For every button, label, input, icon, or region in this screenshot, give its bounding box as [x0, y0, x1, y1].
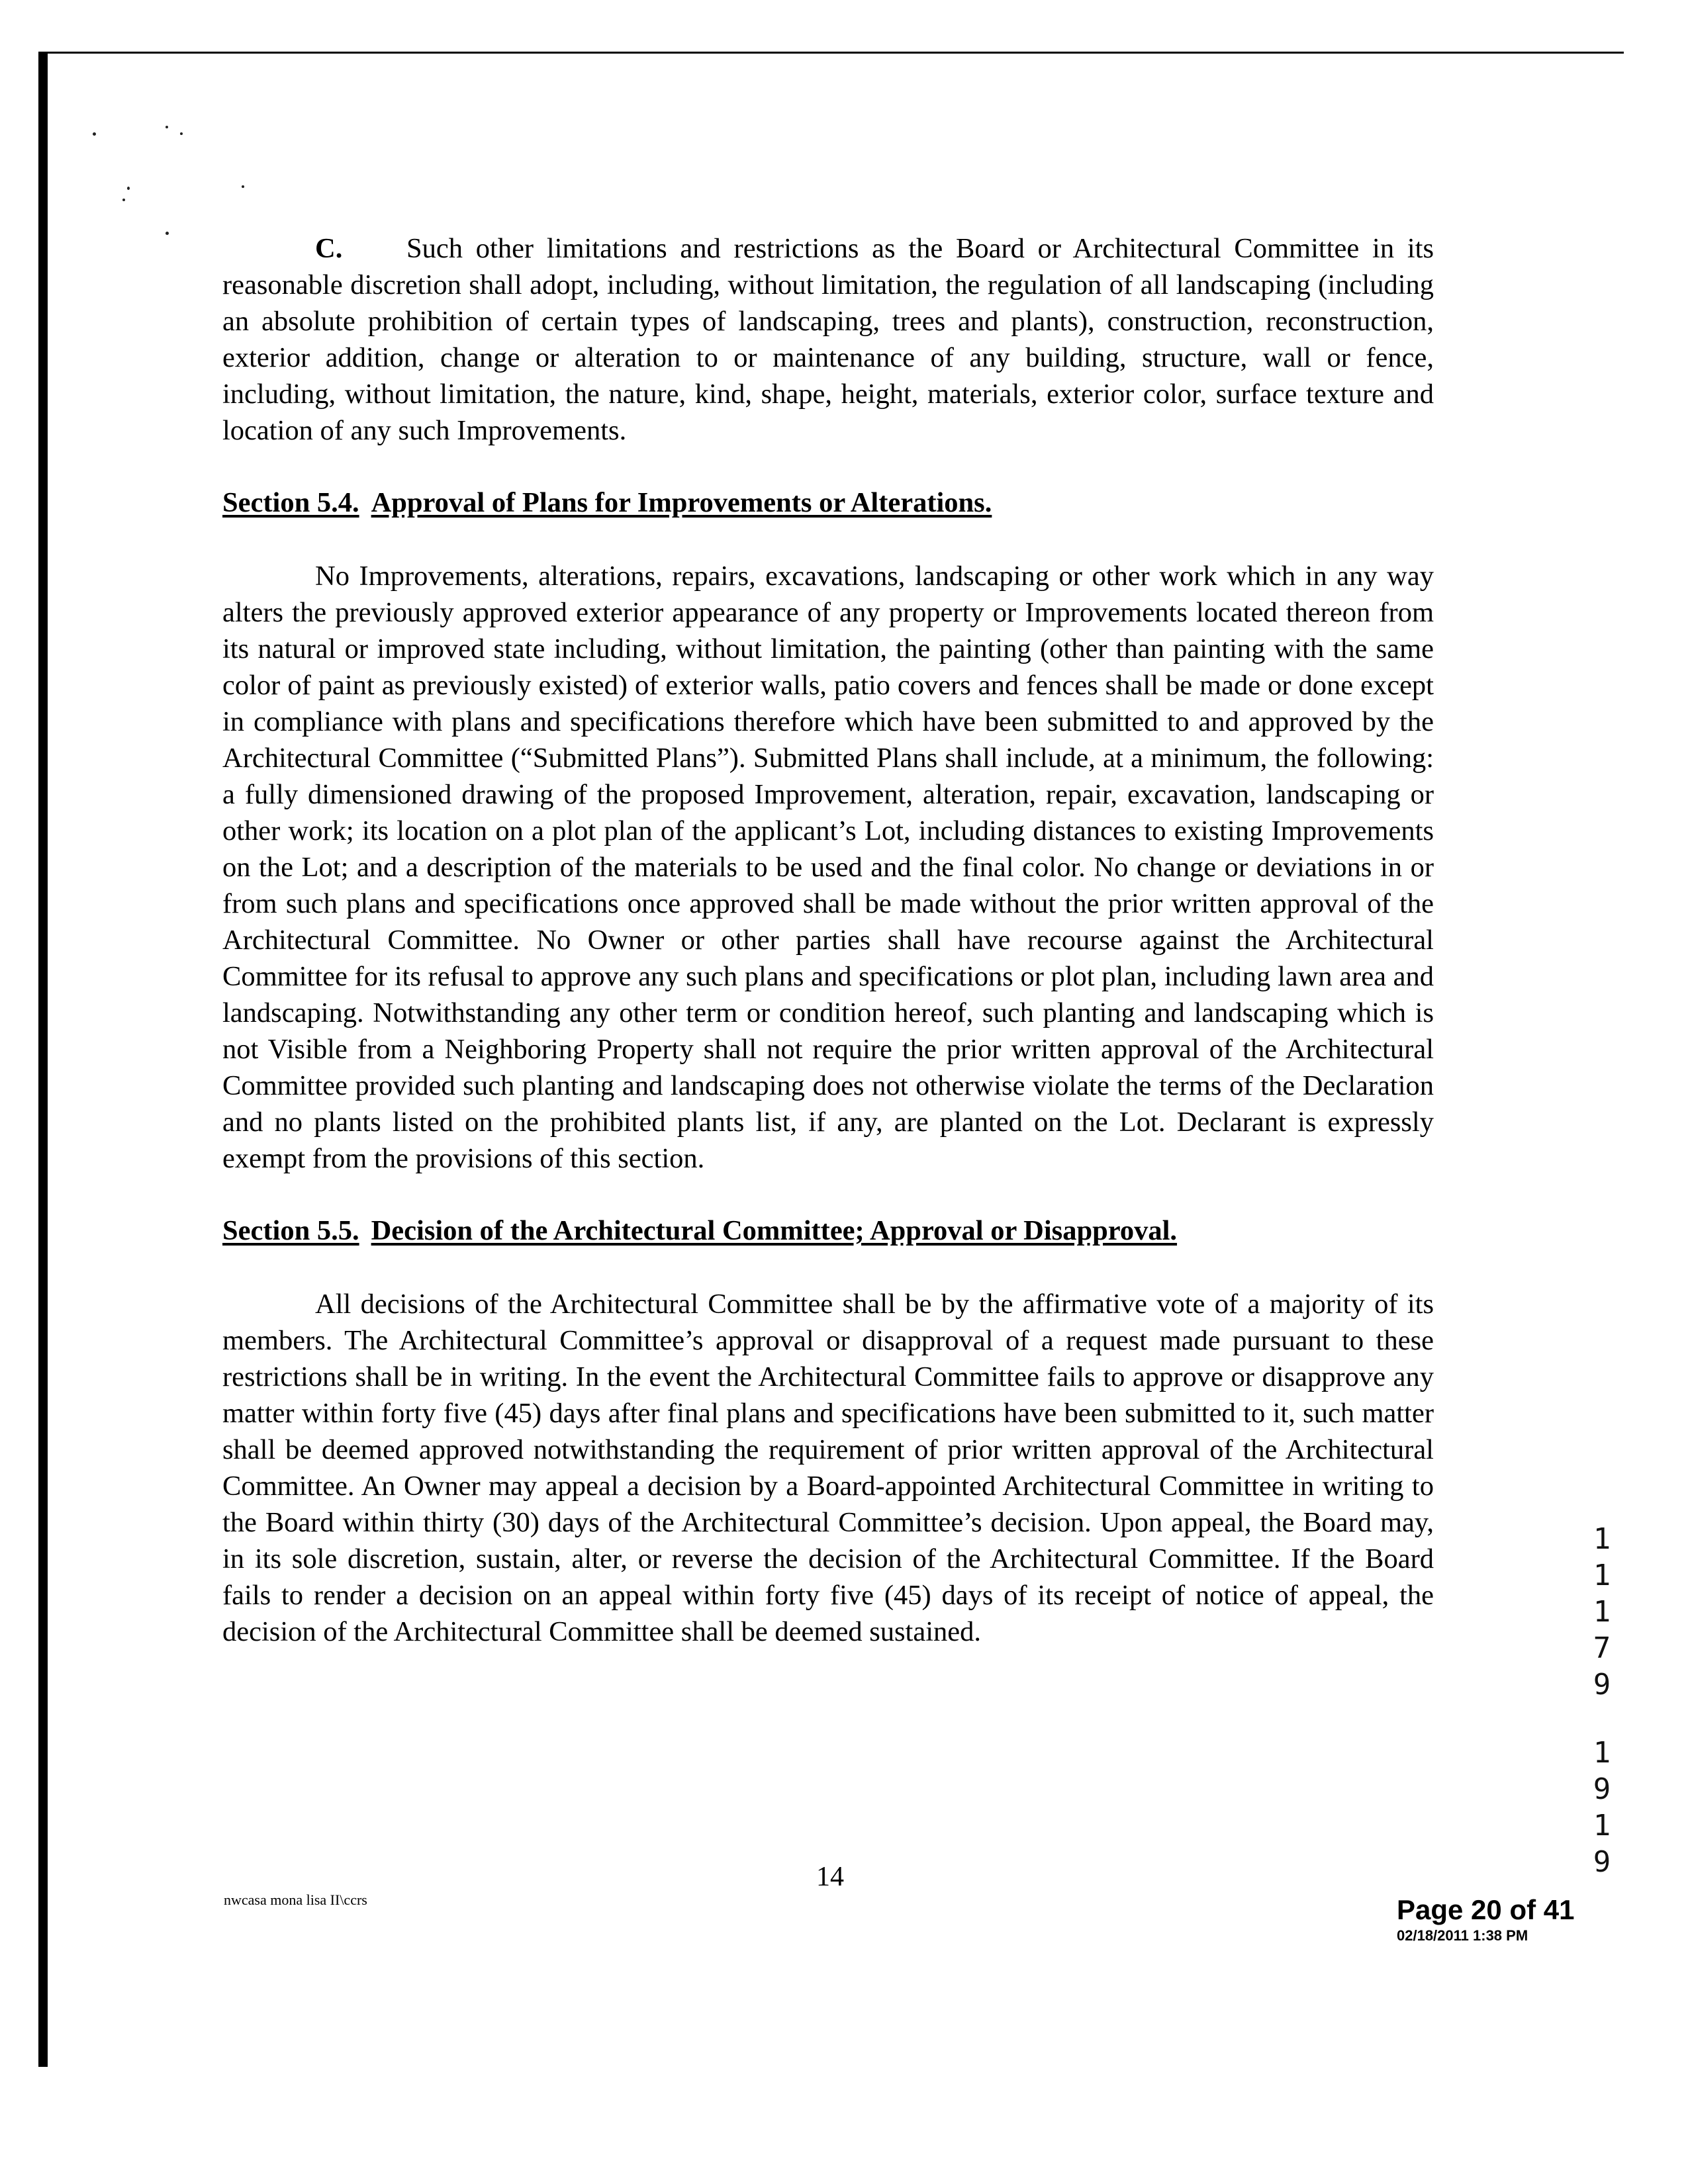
scan-speck	[122, 199, 125, 201]
recording-digit: 1	[1593, 1559, 1611, 1592]
section-5-5-title: Decision of the Architectural Committee; Approval or Disapproval.	[371, 1215, 1178, 1246]
section-5-4-title: Approval of Plans for Improvements or Alterations.	[371, 487, 992, 518]
recording-digit: 9	[1593, 1845, 1611, 1879]
section-5-5-number: Section 5.5.	[222, 1215, 359, 1246]
scan-speck	[242, 185, 244, 188]
scan-speck	[93, 132, 96, 136]
recording-digit: 7	[1593, 1631, 1611, 1665]
item-c-paragraph	[222, 230, 1434, 449]
recording-digit: 1	[1593, 1595, 1611, 1629]
scan-speck	[127, 187, 130, 190]
recording-number	[1587, 1521, 1617, 1880]
recording-gap	[1587, 1703, 1617, 1735]
scan-speck	[180, 132, 183, 135]
section-5-5-heading	[222, 1212, 1434, 1249]
section-5-5-paragraph: All decisions of the Architectural Committee shall be by the affirmative vote of a majority of its members. The Architectural Committee’s approval or disapproval of a request made pursuant to these restrictions shall be in writing. In the event the Architectural Committee fails to approve or disapprove any matter within forty five (45) days after final plans and specifications have been submitted to it, such matter shall be deemed approved notwithstanding the requirement of prior written approval of the Architectural Committee. An Owner may appeal a decision by a Board-appointed Architectural Committee in writing to the Board within thirty (30) days of the Architectural Committee’s decision. Upon appeal, the Board may, in its sole discretion, sustain, alter, or reverse the decision of the Architectural Committee. If the Board fails to render a decision on an appeal within forty five (45) days of its receipt of notice of appeal, the decision of the Architectural Committee shall be deemed sustained.	[222, 1289, 1434, 1647]
recording-digit: 9	[1593, 1772, 1611, 1806]
scan-speck	[165, 126, 168, 128]
document-body	[222, 230, 1434, 1650]
recorder-datetime: 02/18/2011 1:38 PM	[1397, 1927, 1528, 1944]
recorder-page-count: Page 20 of 41	[1397, 1894, 1575, 1925]
scan-speck	[165, 232, 169, 235]
recording-digit: 1	[1593, 1522, 1611, 1556]
recording-digit: 9	[1593, 1668, 1611, 1702]
section-5-4-paragraph: No Improvements, alterations, repairs, excavations, landscaping or other work which in any way alters the previously approved exterior appearance of any property or Improvements located thereon from its natural or improved state including, without limitation, the painting (other than painting with the same color of paint as previously existed) of exterior walls, patio covers and fences shall be made or done except in compliance with plans and specifications therefore which have been submitted to and approved by the Architectural Committee (“Submitted Plans”). Submitted Plans shall include, at a minimum, the following: a fully dimensioned drawing of the proposed Improvement, alteration, repair, excavation, landscaping or other work; its location on a plot plan of the applicant’s Lot, including distances to existing Improvements on the Lot; and a description of the materials to be used and the final color. No change or deviations in or from such plans and specifications once approved shall be made without the prior written approval of the Architectural Committee. No Owner or other parties shall have recourse against the Architectural Committee for its refusal to approve any such plans and specifications or plot plan, including lawn area and landscaping. Notwithstanding any other term or condition hereof, such planting and landscaping which is not Visible from a Neighboring Property shall not require the prior written approval of the Architectural Committee provided such planting and landscaping does not otherwise violate the terms of the Declaration and no plants listed on the prohibited plants list, if any, are planted on the Lot. Declarant is expressly exempt from the provisions of this section.	[222, 561, 1434, 1174]
page-number: 14	[816, 1862, 844, 1892]
section-5-4-heading	[222, 484, 1434, 521]
footer-file-path: nwcasa mona lisa II\ccrs	[224, 1891, 367, 1908]
recording-digit: 1	[1593, 1809, 1611, 1843]
recording-digit: 1	[1593, 1736, 1611, 1770]
scan-left-border	[38, 52, 48, 2067]
item-c-letter: C.	[315, 233, 343, 264]
scan-top-border	[38, 52, 1624, 54]
section-5-4-number: Section 5.4.	[222, 487, 359, 518]
item-c-text: Such other limitations and restrictions as the Board or Architectural Committee in its reasonable discretion shall adopt, including, without limitation, the regulation of all landscaping (including an absolute prohibition of certain types of landscaping, trees and plants), construction, reconstruction, exterior addition, change or alteration to or maintenance of any building, structure, wall or fence, including, without limitation, the nature, kind, shape, height, materials, exterior color, surface texture and location of any such Improvements.	[222, 233, 1434, 446]
